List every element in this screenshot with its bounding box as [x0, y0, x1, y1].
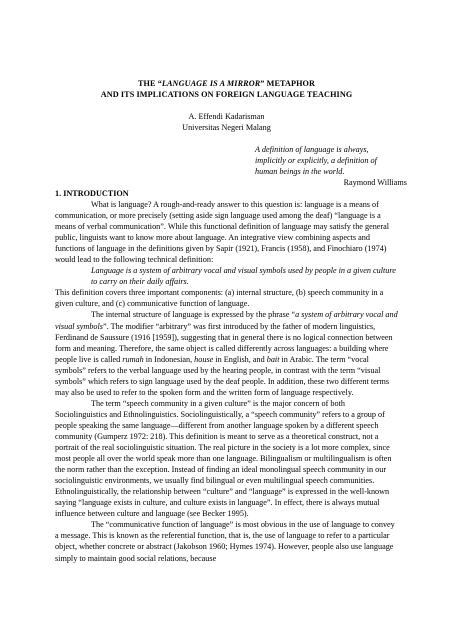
paragraph-1: What is language? A rough-and-ready answer to this question is: language is a means of communication, or more precisely (setting aside sign language used among the deaf) “language is a means of verbal communication”. While this functional definition of language may satisfy the general public, linguists want to know more about language. An integrative view combining aspects and functions of language in the definitions given by Sapir (1921), Francis (1958), and Finochiaro (1974) would lead to the following technical definition:	[55, 200, 390, 265]
paragraph-2: This definition covers three important components: (a) internal structure, (b) speech community in a given culture, and (c) communicative function of language.	[55, 288, 384, 309]
author-name: A. Effendi Kadarisman	[188, 112, 265, 121]
paper-title-line-2: AND ITS IMPLICATIONS ON FOREIGN LANGUAGE TEACHING	[100, 90, 353, 99]
epigraph-line-3: human beings in the world.	[255, 167, 345, 176]
body-text	[55, 199, 398, 564]
section-heading: 1. INTRODUCTION	[55, 189, 129, 198]
paper-title-line-1: THE “LANGUAGE IS A MIRROR” METAPHOR	[137, 79, 316, 88]
epigraph-author: Raymond Williams	[343, 178, 407, 187]
paragraph-5: The “communicative function of language” is most obvious in the use of language to convey a message. This is known as the referential function, that is, the use of language to refer to a particular object, whether concrete or abstract (Jakobson 1960; Hymes 1974). However, people also use language simply to maintain good social relations, because	[55, 520, 395, 563]
epigraph-line-2: implicitly or explicitly, a definition of	[255, 156, 377, 165]
definition-quote: Language is a system of arbitrary vocal and visual symbols used by people in a given culture to carry on their daily affairs.	[91, 266, 396, 287]
author-affiliation: Universitas Negeri Malang	[182, 123, 271, 132]
paragraph-3: The internal structure of language is expressed by the phrase “a system of arbitrary vocal and visual symbols”. The modifier “arbitrary” was first introduced by the father of modern linguistics, Ferdinand de Saussure (1916 [1959]), suggesting that in general there is no logical connection between form and meaning. Therefore, the same object is called differently across languages: a building where people live is called rumah in Indonesian, house in English, and bait in Arabic. The term “vocal symbols” refers to the verbal language used by the hearing people, in contrast with the term “visual symbols” which refers to sign language used by the deaf people. In addition, these two different terms may also be used to refer to the spoken form and the written form of language respectively.	[55, 310, 398, 397]
paragraph-4: The term “speech community in a given culture” is the major concern of both Sociolinguistics and Ethnolinguistics. Sociolinguistically, a “speech community” refers to a group of people speaking the same language—different from another language spoken by a different speech community (Gumperz 1972: 218). This definition is meant to serve as a theoretical construct, not a portrait of the real sociolinguistic situation. The real picture in the society is a lot more complex, since most people all over the world speak more than one language. Bilingualism or multilingualism is often the norm rather than the exception. Instead of finding an ideal monolingual speech community in our sociolinguistic environments, we usually find bilingual or even multilingual speech communities. Ethnolinguistically, the relationship between “culture” and “language” is expressed in the well-known saying “language exists in culture, and culture exists in language”. In effect, there is always mutual influence between culture and language (see Becker 1995).	[55, 398, 392, 519]
epigraph-line-1: A definition of language is always,	[255, 145, 369, 154]
